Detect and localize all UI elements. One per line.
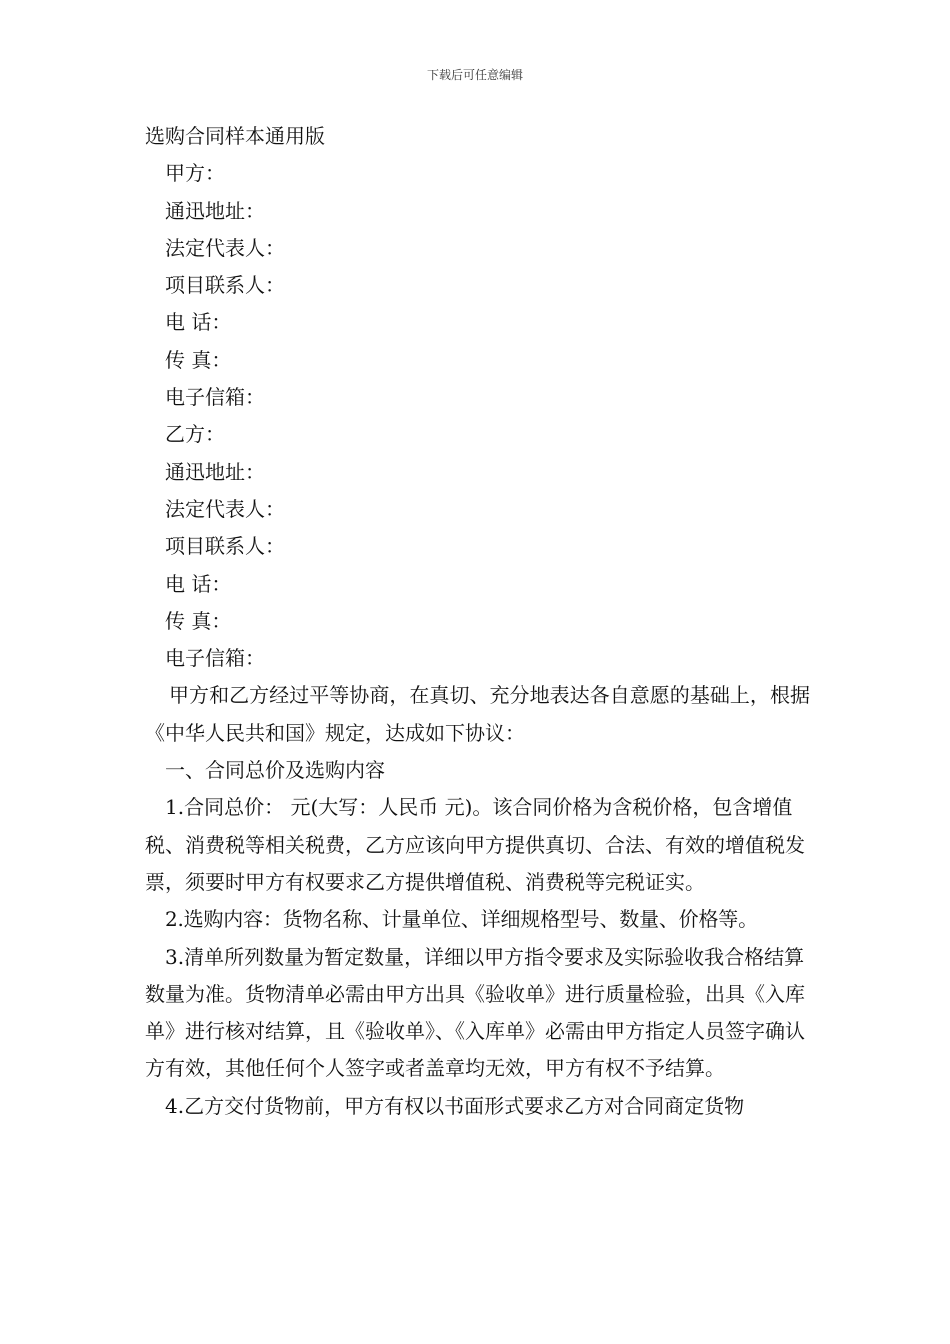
party-b-contact: 项目联系人： [165,534,285,559]
party-a-fax: 传 真： [165,347,232,372]
party-b-address: 通迅地址： [165,459,265,484]
clause-2: 2.选购内容：货物名称、计量单位、详细规格型号、数量、价格等。 [165,907,758,932]
clause-4: 4.乙方交付货物前，甲方有权以书面形式要求乙方对合同商定货物 [165,1093,745,1118]
party-a-label: 甲方： [165,161,225,186]
party-b-label: 乙方： [165,422,225,447]
clause-1: 1.合同总价： 元(大写：人民币 元)。该合同价格为含税价格，包含增值税、消费税等相关税费，乙方应该向甲方提供真切、合法、有效的增值税发票，须要时甲方有权要求乙方提供增值税、消费税等完税证实。 [145,795,805,894]
section-1-heading: 一、合同总价及选购内容 [165,758,385,783]
document-title: 选购合同样本通用版 [145,124,325,148]
party-b-fax: 传 真： [165,608,232,633]
party-a-legal-rep: 法定代表人： [165,235,285,260]
page-header-note: 下载后可任意编辑 [426,68,523,82]
party-a-address: 通迅地址： [165,198,265,223]
intro-paragraph: 甲方和乙方经过平等协商，在真切、充分地表达各自意愿的基础上，根据《中华人民共和国》规定，达成如下协议： [145,683,810,745]
clause-3: 3.清单所列数量为暂定数量，详细以甲方指令要求及实际验收我合格结算数量为准。货物清单必需由甲方出具《验收单》进行质量检验，出具《入库单》进行核对结算，且《验收单》、《入库单》必需由甲方指定人员签字确认方有效，其他任何个人签字或者盖章均无效，甲方有权不予结算。 [145,944,805,1081]
party-a-phone: 电 话： [165,310,232,335]
party-a-email: 电子信箱： [165,385,265,410]
party-b-phone: 电 话： [165,571,232,596]
party-b-email: 电子信箱： [165,646,265,671]
party-a-contact: 项目联系人： [165,273,285,298]
contract-document [145,118,810,1125]
party-b-legal-rep: 法定代表人： [165,496,285,521]
